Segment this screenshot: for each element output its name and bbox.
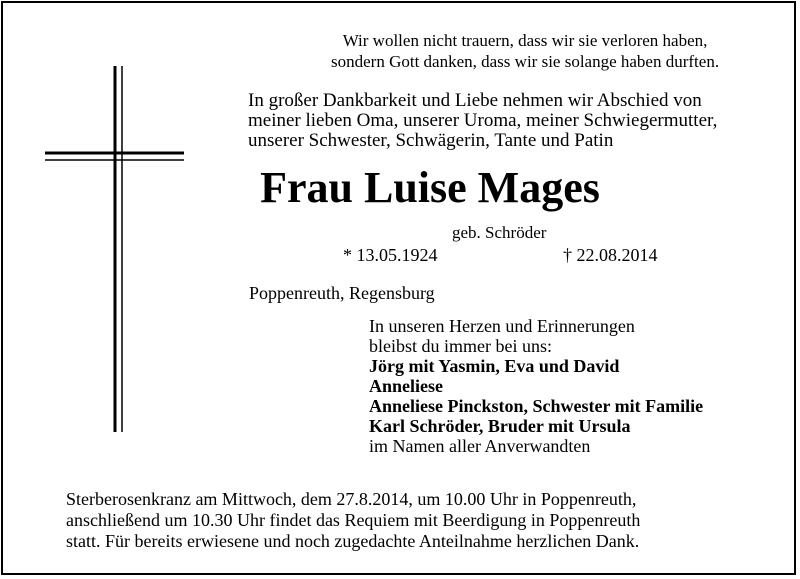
intro-line: unserer Schwester, Schwägerin, Tante und Patin bbox=[248, 130, 614, 151]
residence: Poppenreuth, Regensburg bbox=[249, 283, 435, 303]
quote-line: sondern Gott danken, dass wir sie solange haben durften. bbox=[331, 52, 720, 71]
intro-text bbox=[248, 91, 717, 151]
intro-line: meiner lieben Oma, unserer Uroma, meiner Schwiegermutter, bbox=[248, 110, 718, 131]
quote bbox=[331, 30, 719, 72]
footer-line: Sterberosenkranz am Mittwoch, dem 27.8.2014, um 10.00 Uhr in Poppenreuth, bbox=[66, 489, 637, 509]
mourners-block bbox=[369, 316, 703, 456]
mourners-intro: bleibst du immer bei uns: bbox=[369, 336, 552, 356]
maiden-name: geb. Schröder bbox=[452, 223, 547, 242]
mourners-intro: In unseren Herzen und Erinnerungen bbox=[369, 316, 635, 336]
quote-line: Wir wollen nicht trauern, dass wir sie verloren haben, bbox=[342, 31, 708, 50]
mourner-name: Anneliese bbox=[369, 376, 443, 396]
mourners-closing: im Namen aller Anverwandten bbox=[369, 436, 591, 456]
mourner-name: Karl Schröder, Bruder mit Ursula bbox=[369, 416, 631, 436]
footer-line: anschließend um 10.30 Uhr findet das Requiem mit Beerdigung in Poppenreuth bbox=[66, 510, 641, 530]
mourner-name: Anneliese Pinckston, Schwester mit Familie bbox=[369, 396, 704, 416]
footer-line: statt. Für bereits erwiesene und noch zugedachte Anteilnahme herzlichen Dank. bbox=[66, 531, 640, 551]
death-date: † 22.08.2014 bbox=[563, 245, 658, 265]
deceased-name: Frau Luise Mages bbox=[260, 163, 600, 212]
mourner-name: Jörg mit Yasmin, Eva und David bbox=[369, 356, 620, 376]
intro-line: In großer Dankbarkeit und Liebe nehmen wir Abschied von bbox=[248, 90, 702, 111]
birth-date: * 13.05.1924 bbox=[343, 245, 438, 265]
service-details bbox=[66, 489, 640, 552]
